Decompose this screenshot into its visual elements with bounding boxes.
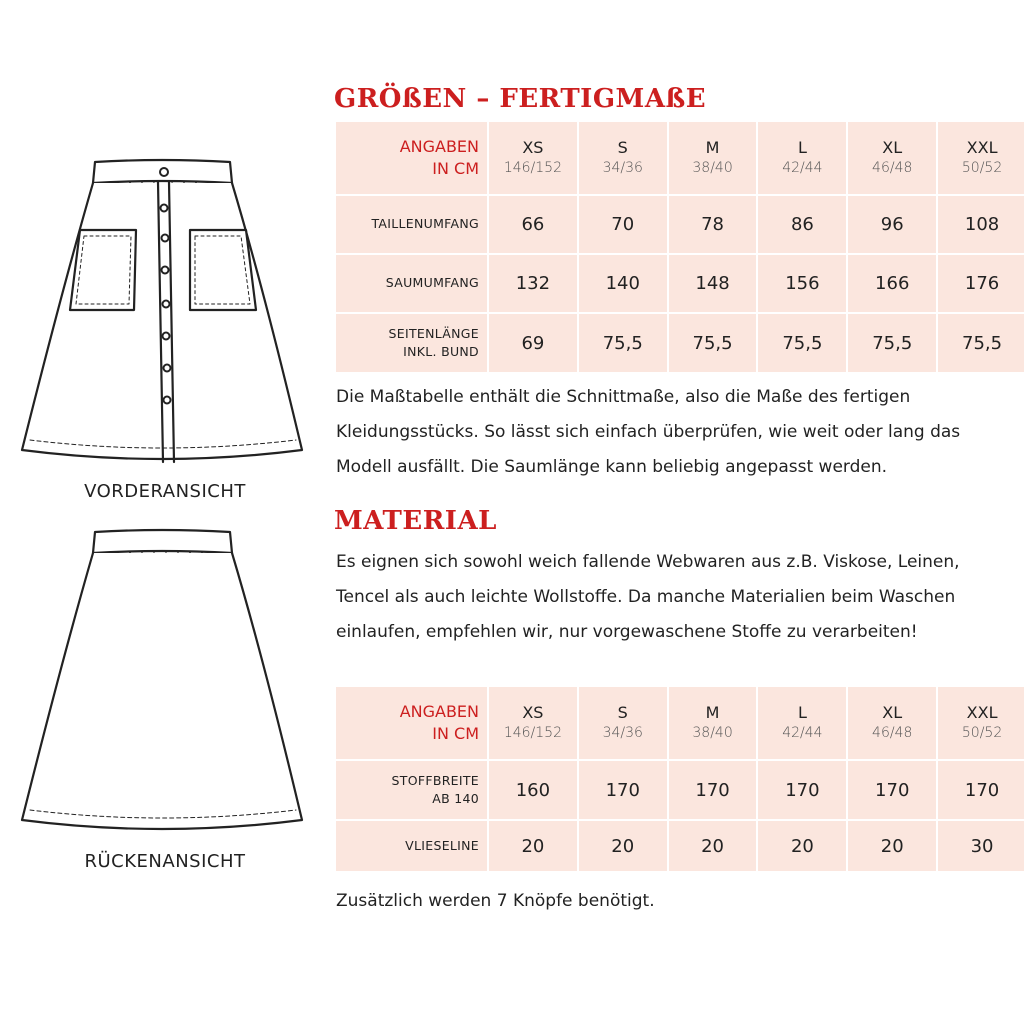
size-col-l xyxy=(758,687,846,759)
value-cell: 176 xyxy=(938,255,1024,312)
material-table xyxy=(334,685,1024,873)
row-label xyxy=(336,255,487,312)
front-view-sketch xyxy=(0,150,330,480)
table-row-seitenlaenge xyxy=(336,314,1024,372)
size-name: S xyxy=(617,702,628,722)
size-col-l xyxy=(758,122,846,194)
size-range: 34/36 xyxy=(602,159,643,176)
size-name: L xyxy=(797,702,807,722)
size-col-xs xyxy=(489,687,577,759)
back-view-sketch xyxy=(0,520,330,850)
value-cell: 75,5 xyxy=(579,314,667,372)
row-label xyxy=(336,314,487,372)
value-cell: 170 xyxy=(669,761,757,819)
size-range: 50/52 xyxy=(961,159,1003,176)
size-range: 146/152 xyxy=(503,724,562,741)
value-cell: 170 xyxy=(938,761,1024,819)
value-cell: 160 xyxy=(489,761,577,819)
table-row-stoffbreite xyxy=(336,761,1024,819)
value-cell: 75,5 xyxy=(848,314,936,372)
size-col-m xyxy=(669,687,757,759)
size-col-xl xyxy=(848,122,936,194)
value-cell: 20 xyxy=(579,821,667,871)
size-col-xxl xyxy=(938,687,1024,759)
unit-label-line1: ANGABEN xyxy=(399,702,479,722)
table-header-row xyxy=(336,122,1024,194)
table-row-taillenumfang xyxy=(336,196,1024,253)
table-row-saumumfang xyxy=(336,255,1024,312)
value-cell: 20 xyxy=(489,821,577,871)
size-col-s xyxy=(579,122,667,194)
row-label xyxy=(336,761,487,819)
size-col-xl xyxy=(848,687,936,759)
unit-label xyxy=(336,122,487,194)
value-cell: 166 xyxy=(848,255,936,312)
value-cell: 140 xyxy=(579,255,667,312)
value-cell: 66 xyxy=(489,196,577,253)
value-cell: 156 xyxy=(758,255,846,312)
skirt-back-drawing xyxy=(0,520,330,850)
table-row-vlieseline xyxy=(336,821,1024,871)
size-name: XS xyxy=(522,702,544,722)
size-range: 50/52 xyxy=(961,724,1003,741)
size-name: M xyxy=(705,702,720,722)
row-label-line1: TAILLENUMFANG xyxy=(371,216,479,232)
size-range: 34/36 xyxy=(602,724,643,741)
size-name: XL xyxy=(882,702,903,722)
value-cell: 86 xyxy=(758,196,846,253)
size-name: M xyxy=(705,137,720,157)
size-range: 42/44 xyxy=(782,724,823,741)
row-label-line1: SAUMUMFANG xyxy=(385,275,479,291)
size-range: 146/152 xyxy=(503,159,562,176)
sizes-heading: GRÖßEN – FERTIGMAßE xyxy=(334,84,707,114)
size-range: 38/40 xyxy=(692,724,733,741)
row-label-line1: STOFFBREITE xyxy=(391,772,479,788)
size-col-xs xyxy=(489,122,577,194)
size-name: S xyxy=(617,137,628,157)
value-cell: 170 xyxy=(848,761,936,819)
value-cell: 170 xyxy=(758,761,846,819)
row-label-line1: VLIESELINE xyxy=(405,837,479,853)
unit-label-line2: IN CM xyxy=(432,724,479,743)
size-col-s xyxy=(579,687,667,759)
row-label-line2: INKL. BUND xyxy=(403,344,479,359)
size-range: 38/40 xyxy=(692,159,733,176)
size-name: L xyxy=(797,137,807,157)
row-label-line1: SEITENLÄNGE xyxy=(388,325,479,341)
value-cell: 132 xyxy=(489,255,577,312)
value-cell: 96 xyxy=(848,196,936,253)
material-description: Es eignen sich sowohl weich fallende Webwaren aus z.B. Viskose, Leinen, Tencel als auch leichte Wollstoffe. Da manche Materialien beim Waschen einlaufen, empfehlen wir, nur vorgewaschene Stoffe zu verarbeiten! xyxy=(336,552,960,642)
size-col-xxl xyxy=(938,122,1024,194)
size-range: 46/48 xyxy=(872,724,913,741)
value-cell: 30 xyxy=(938,821,1024,871)
value-cell: 108 xyxy=(938,196,1024,253)
table-header-row xyxy=(336,687,1024,759)
back-view-label: RÜCKENANSICHT xyxy=(84,851,246,872)
size-name: XXL xyxy=(966,702,998,722)
material-footnote: Zusätzlich werden 7 Knöpfe benötigt. xyxy=(336,891,655,911)
skirt-front-drawing xyxy=(0,150,330,480)
material-heading: MATERIAL xyxy=(334,506,497,536)
value-cell: 20 xyxy=(848,821,936,871)
size-range: 42/44 xyxy=(782,159,823,176)
sizes-description: Die Maßtabelle enthält die Schnittmaße, also die Maße des fertigen Kleidungsstücks. So lässt sich einfach überprüfen, wie weit oder lang das Modell ausfällt. Die Saumlänge kann beliebig angepasst werden. xyxy=(336,387,961,477)
value-cell: 70 xyxy=(579,196,667,253)
size-range: 46/48 xyxy=(872,159,913,176)
front-view-label: VORDERANSICHT xyxy=(84,481,246,502)
row-label-line2: AB 140 xyxy=(432,791,479,806)
unit-label xyxy=(336,687,487,759)
value-cell: 75,5 xyxy=(938,314,1024,372)
unit-label-line1: ANGABEN xyxy=(399,137,479,157)
unit-label-line2: IN CM xyxy=(432,159,479,178)
sizes-table xyxy=(334,120,1024,374)
row-label xyxy=(336,821,487,871)
value-cell: 75,5 xyxy=(669,314,757,372)
value-cell: 75,5 xyxy=(758,314,846,372)
value-cell: 170 xyxy=(579,761,667,819)
value-cell: 78 xyxy=(669,196,757,253)
row-label xyxy=(336,196,487,253)
value-cell: 20 xyxy=(669,821,757,871)
value-cell: 148 xyxy=(669,255,757,312)
size-col-m xyxy=(669,122,757,194)
size-name: XL xyxy=(882,137,903,157)
size-name: XS xyxy=(522,137,544,157)
value-cell: 20 xyxy=(758,821,846,871)
value-cell: 69 xyxy=(489,314,577,372)
size-name: XXL xyxy=(966,137,998,157)
